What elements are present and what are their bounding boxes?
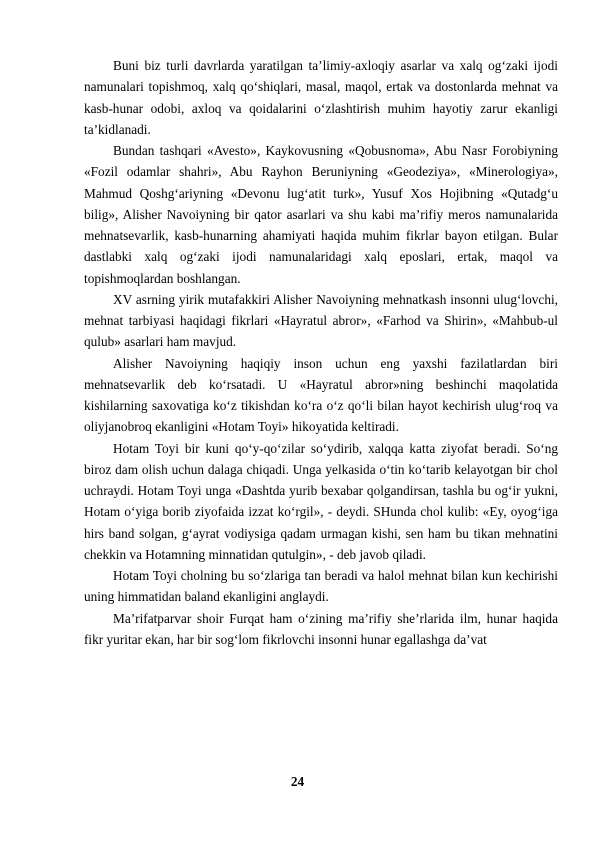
- paragraph-6: Hotam Toyi cholning bu so‘zlariga tan beradi va halol mehnat bilan kun kechirishi uning himmatidan baland ekanligini anglaydi.: [84, 568, 558, 605]
- paragraph-2: Bundan tashqari «Avesto», Kaykovusning «Qobusnoma», Abu Nasr Forobiyning «Fozil odamlar shahri», Abu Rayhon Beruniyning «Geodeziya», «Minerologiya», Mahmud Qoshg‘ariyning «Devonu lug‘atit turk», Yusuf Xos Hojibning «Qutadg‘u bilig», Alisher Navoiyning bir qator asarlari va shu kabi ma’rifiy meros namunalarida mehnatsevarlik, kasb-hunarning ahamiyati haqida muhim fikrlar bayon etilgan. Bular dastlabki xalq og‘zaki ijodi namunalaridagi xalq eposlari, ertak, maqol va topishmoqlardan boshlangan.: [84, 143, 558, 286]
- paragraph-7: Ma’rifatparvar shoir Furqat ham o‘zining ma’rifiy she’rlarida ilm, hunar haqida fikr yuritar ekan, har bir sog‘lom fikrlovchi insonni hunar egallashga da’vat: [84, 610, 558, 647]
- paragraph-4: Alisher Navoiyning haqiqiy inson uchun eng yaxshi fazilatlardan biri mehnatsevarlik deb ko‘rsatadi. U «Hayratul abror»ning beshinchi maqolatida kishilarning saxovatiga ko‘z tikishdan ko‘ra o‘z qo‘li bilan hayot kechirish ulug‘roq va oliyjanobroq ekanligini «Hotam Toyi» hikoyatida keltiradi.: [84, 355, 558, 435]
- document-page: [84, 55, 558, 650]
- page-number: 24: [290, 774, 305, 789]
- paragraph-3: XV asrning yirik mutafakkiri Alisher Navoiyning mehnatkash insonni ulug‘lovchi, mehnat tarbiyasi haqidagi fikrlari «Hayratul abror», «Farhod va Shirin», «Mahbub-ul qulub» asarlari ham mavjud.: [84, 291, 558, 350]
- paragraph-1: Buni biz turli davrlarda yaratilgan ta’limiy-axloqiy asarlar va xalq og‘zaki ijodi namunalari topishmoq, xalq qo‘shiqlari, masal, maqol, ertak va dostonlarda mehnat va kasb-hunar odobi, axloq va qoidalarini o‘zlashtirish muhim hayotiy zarur ekanligi ta’kidlanadi.: [84, 58, 558, 137]
- paragraph-5: Hotam Toyi bir kuni qo‘y-qo‘zilar so‘ydirib, xalqqa katta ziyofat beradi. So‘ng biroz dam olish uchun dalaga chiqadi. Unga yelkasida o‘tin ko‘tarib kelayotgan bir chol uchraydi. Hotam Toyi unga «Dashtda yurib bexabar qolgandirsan, tashla bu og‘ir yukni, Hotam o‘yiga borib ziyofaida izzat ko‘rgil», - deydi. SHunda chol kulib: «Ey, oyog‘iga hirs band solgan, g‘ayrat vodiysiga qadam urmagan kishi, sen ham bu tikan mehnatini chekkin va Hotamning minnatidan qutulgin», - deb javob qiladi.: [84, 440, 558, 562]
